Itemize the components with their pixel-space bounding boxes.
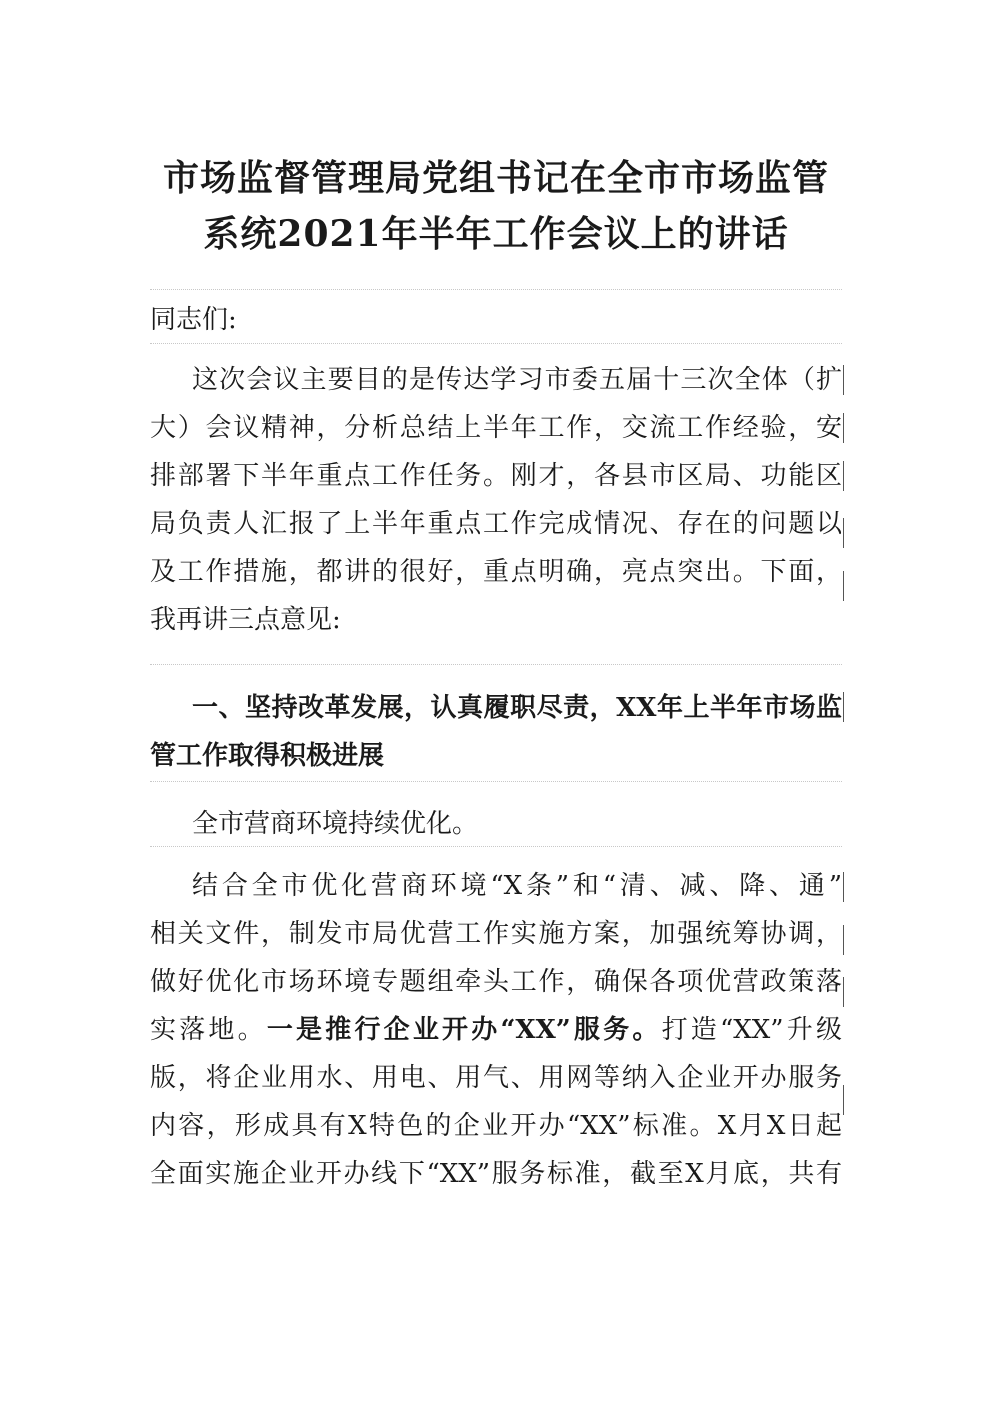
subheading (150, 800, 842, 848)
body-line: 相关文件，制发市局优营工作实施方案，加强统筹协调， (150, 919, 842, 949)
body-paragraph (150, 862, 842, 1198)
body-line-lead: 实落地。 (150, 1015, 267, 1045)
margin-mark (843, 413, 844, 443)
intro-line: 这次会议主要目的是传达学习市委五届十三次全体（扩 (192, 365, 842, 395)
margin-mark (843, 461, 844, 491)
intro-line: 排部署下半年重点工作任务。刚才，各县市区局、功能区 (150, 461, 842, 491)
salutation (150, 296, 842, 344)
margin-mark (843, 571, 844, 601)
title-line-1: 市场监督管理局党组书记在全市市场监管 (162, 157, 829, 199)
body-line: 版，将企业用水、用电、用气、用网等纳入企业开办服务 (150, 1063, 842, 1093)
margin-mark (843, 1085, 844, 1115)
divider (150, 289, 842, 290)
heading-line: 管工作取得积极进展 (150, 741, 385, 771)
body-line: 做好优化市场环境专题组牵头工作，确保各项优营政策落 (150, 967, 842, 997)
intro-paragraph (150, 356, 842, 644)
divider (150, 664, 842, 665)
margin-mark (843, 872, 844, 902)
key-point-1: 一是推行企业开办“XX”服务。 (266, 1015, 662, 1045)
document-title (110, 150, 882, 262)
intro-line: 及工作措施，都讲的很好，重点明确，亮点突出。下面， (150, 557, 842, 587)
margin-mark (843, 977, 844, 1007)
body-line (150, 1006, 842, 1054)
divider (150, 343, 842, 344)
body-line: 结合全市优化营商环境“X条”和“清、减、降、通” (192, 871, 842, 901)
title-line-2: 系统2021年半年工作会议上的讲话 (203, 213, 789, 255)
divider (150, 781, 842, 782)
body-line: 内容，形成具有X特色的企业开办“XX”标准。X月X日起 (150, 1111, 842, 1141)
salutation-text: 同志们: (150, 305, 237, 335)
body-line-tail: 打造“XX”升级 (661, 1015, 842, 1045)
margin-mark (843, 692, 844, 722)
body-line: 全面实施企业开办线下“XX”服务标准，截至X月底，共有 (150, 1159, 842, 1189)
subheading-text: 全市营商环境持续优化。 (192, 809, 479, 839)
margin-mark (843, 925, 844, 955)
intro-line: 局负责人汇报了上半年重点工作完成情况、存在的问题以 (150, 509, 842, 539)
margin-mark (843, 518, 844, 548)
intro-line: 我再讲三点意见: (150, 605, 341, 635)
heading-line: 一、坚持改革发展，认真履职尽责，XX年上半年市场监 (192, 693, 842, 723)
intro-line: 大）会议精神，分析总结上半年工作，交流工作经验，安 (150, 413, 842, 443)
margin-mark (843, 365, 844, 395)
divider (150, 846, 842, 847)
section-heading-1 (150, 684, 842, 780)
